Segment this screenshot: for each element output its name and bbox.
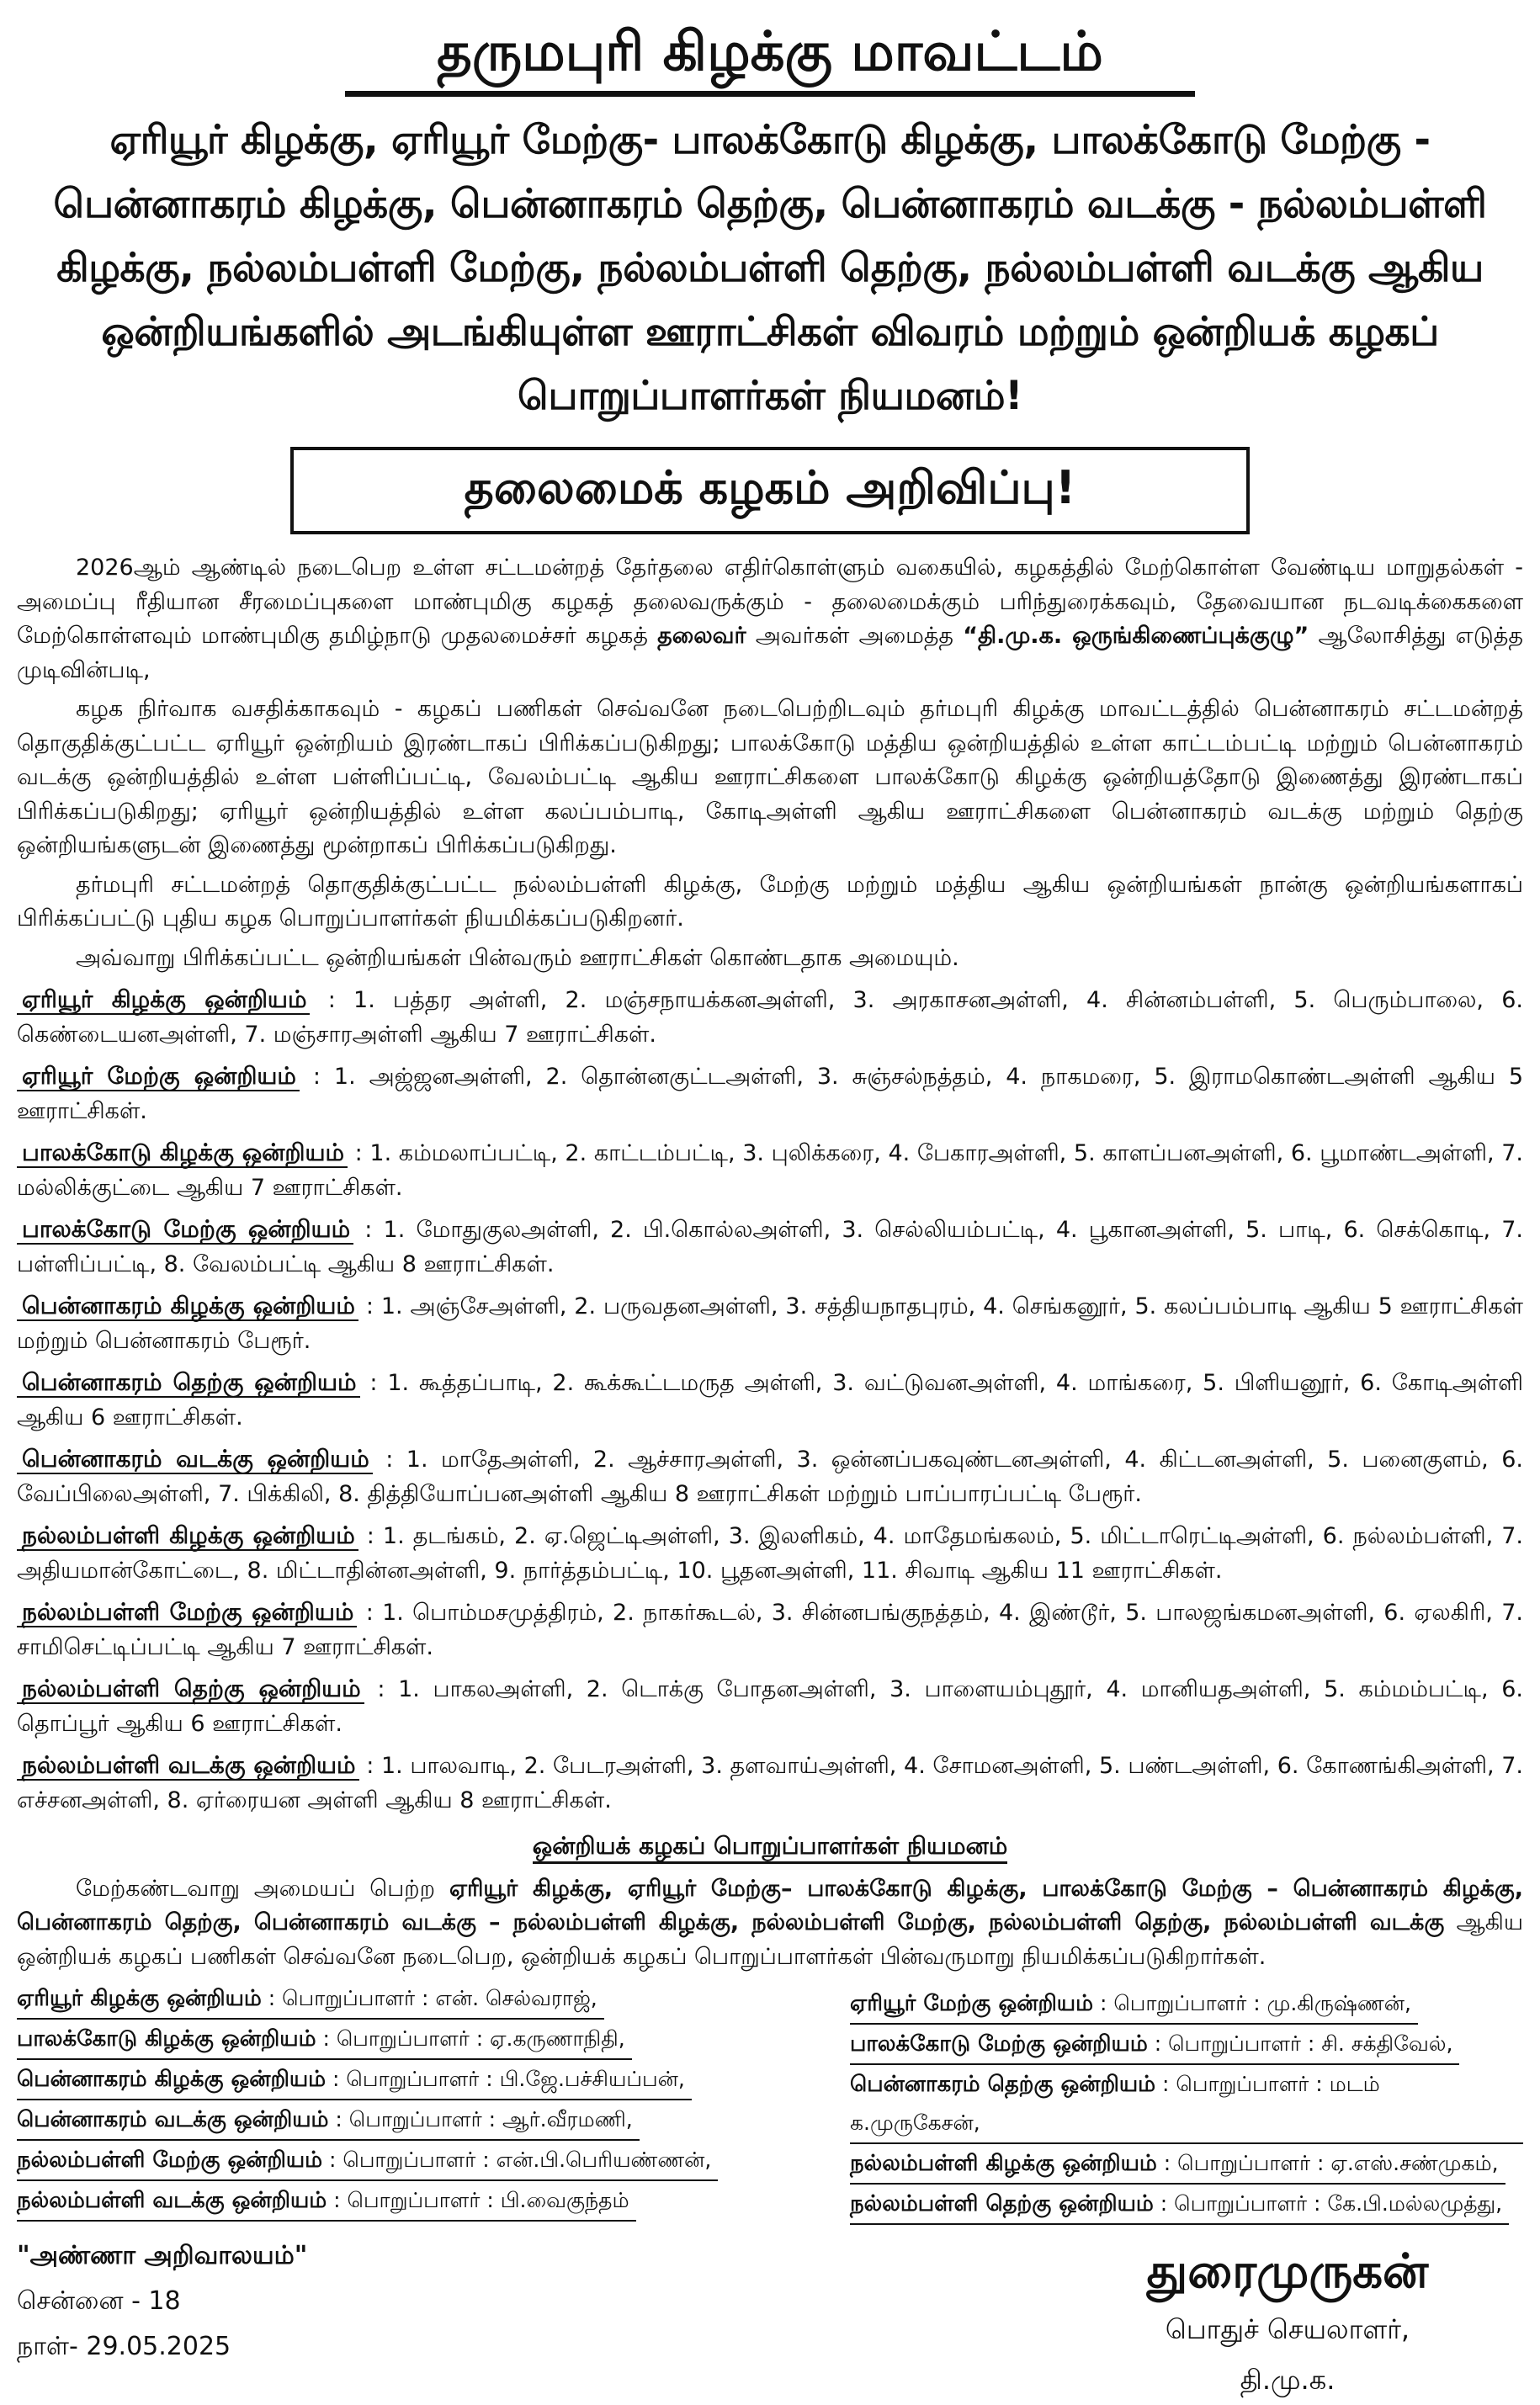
appointment-row	[850, 2144, 1523, 2185]
union-label: பென்னாகரம் வடக்கு ஒன்றியம்	[17, 1445, 373, 1474]
union-label: நல்லம்பள்ளி கிழக்கு ஒன்றியம்	[17, 1521, 358, 1551]
intro-paragraph-3: தர்மபுரி சட்டமன்றத் தொகுதிக்குட்பட்ட நல்லம்பள்ளி கிழக்கு, மேற்கு மற்றும் மத்திய ஆகிய ஒன்றியங்கள் நான்கு ஒன்றியங்களாகப் பிரிக்கப்பட்டு புதிய கழக பொறுப்பாளர்கள் நியமிக்கப்படுகிறனர்.	[17, 871, 1523, 932]
union-item	[17, 1442, 1523, 1511]
office-city: சென்னை - 18	[17, 2286, 181, 2316]
notice-box	[290, 447, 1250, 534]
appointment-person: : பொறுப்பாளர் : சி. சக்திவேல்,	[1147, 2031, 1453, 2056]
appointment-person: : பொறுப்பாளர் : பி.ஜே.பச்சியப்பன்,	[326, 2067, 685, 2091]
union-item	[17, 1519, 1523, 1588]
union-villages: : 1. கம்மலாப்பட்டி, 2. காட்டம்பட்டி, 3. புலிக்கரை, 4. பேகாரஅள்ளி, 5. காளப்பனஅள்ளி, 6. பூமாண்டஅள்ளி, 7. மல்லிக்குட்டை ஆகிய 7 ஊராட்சிகள்.	[17, 1140, 1523, 1201]
intro-p1-text: 2026ஆம் ஆண்டில் நடைபெற உள்ள சட்டமன்றத் தேர்தலை எதிர்கொள்ளும் வகையில், கழகத்தில் மேற்கொள்ள வேண்டிய மாறுதல்கள் - அமைப்பு ரீதியான சீரமைப்புகளை மாண்புமிகு கழகத் தலைவருக்கும் - தலைமைக்கும் பரிந்துரைக்கவும், தேவையான நடவடிக்கைகளை மேற்கொள்ளவும் மாண்புமிகு தமிழ்நாடு முதலமைச்சர் கழகத்	[17, 555, 1523, 649]
union-label: பென்னாகரம் கிழக்கு ஒன்றியம்	[17, 1292, 358, 1321]
union-villages: : 1. மாதேஅள்ளி, 2. ஆச்சாரஅள்ளி, 3. ஒன்னப்பகவுண்டனஅள்ளி, 4. கிட்டனஅள்ளி, 5. பனைகுளம், 6. வேப்பிலைஅள்ளி, 7. பிக்கிலி, 8. தித்தியோப்பனஅள்ளி ஆகிய 8 ஊராட்சிகள் மற்றும் பாப்பாரப்பட்டி பேரூர்.	[17, 1447, 1524, 1507]
union-villages: : 1. மோதுகுலஅள்ளி, 2. பி.கொல்லஅள்ளி, 3. செல்லியம்பட்டி, 4. பூகானஅள்ளி, 5. பாடி, 6. செக்கொடி, 7. பள்ளிப்பட்டி, 8. வேலம்பட்டி ஆகிய 8 ஊராட்சிகள்.	[17, 1217, 1523, 1277]
appointment-row	[850, 2065, 1523, 2144]
appointment-row	[17, 2020, 825, 2060]
union-villages: : 1. பாலவாடி, 2. பேடரஅள்ளி, 3. தளவாய்அள்ளி, 4. சோமனஅள்ளி, 5. பண்டஅள்ளி, 6. கோணங்கிஅள்ளி, 7. எச்சனஅள்ளி, 8. ஏர்ரையன அள்ளி ஆகிய 8 ஊராட்சிகள்.	[17, 1753, 1523, 1813]
union-villages: : 1. கூத்தப்பாடி, 2. கூக்கூட்டமருத அள்ளி, 3. வட்டுவனஅள்ளி, 4. மாங்கரை, 5. பிளியனூர், 6. கோடிஅள்ளி ஆகிய 6 ஊராட்சிகள்.	[17, 1370, 1523, 1431]
appointment-row	[17, 2060, 825, 2100]
appointment-intro	[17, 1872, 1523, 1975]
appointment-title-text: ஒன்றியக் கழகப் பொறுப்பாளர்கள் நியமனம்	[533, 1832, 1008, 1864]
appointment-person: : பொறுப்பாளர் : ஆர்.வீரமணி,	[328, 2107, 633, 2132]
union-villages: : 1. தடங்கம், 2. ஏ.ஜெட்டிஅள்ளி, 3. இலளிகம், 4. மாதேமங்கலம், 5. மிட்டாரெட்டிஅள்ளி, 6. நல்லம்பள்ளி, 7. அதியமான்கோட்டை, 8. மிட்டாதின்னஅள்ளி, 9. நார்த்தம்பட்டி, 10. பூதனஅள்ளி, 11. சிவாடி ஆகிய 11 ஊராட்சிகள்.	[17, 1523, 1524, 1584]
appointment-person: : பொறுப்பாளர் : மடம் க.முருகேசன்,	[850, 2072, 1380, 2135]
headline: ஏரியூர் கிழக்கு, ஏரியூர் மேற்கு- பாலக்கோடு கிழக்கு, பாலக்கோடு மேற்கு - பென்னாகரம் கிழக்கு, பென்னாகரம் தெற்கு, பென்னாகரம் வடக்கு - நல்லம்பள்ளி கிழக்கு, நல்லம்பள்ளி மேற்கு, நல்லம்பள்ளி தெற்கு, நல்லம்பள்ளி வடக்கு ஆகிய ஒன்றியங்களில் அடங்கியுள்ள ஊராட்சிகள் விவரம் மற்றும் ஒன்றியக் கழகப் பொறுப்பாளர்கள் நியமனம்!	[53, 117, 1487, 419]
appointments-left-column	[17, 1979, 825, 2225]
union-item	[17, 1136, 1523, 1205]
appointment-person: : பொறுப்பாளர் : மு.கிருஷ்ணன்,	[1093, 1991, 1411, 2015]
appointment-person: : பொறுப்பாளர் : ஏ.எஸ்.சண்முகம்,	[1156, 2151, 1499, 2175]
appointment-union: நல்லம்பள்ளி தெற்கு ஒன்றியம்	[850, 2191, 1154, 2217]
appointment-union: பாலக்கோடு கிழக்கு ஒன்றியம்	[17, 2026, 316, 2052]
union-label: ஏரியூர் கிழக்கு ஒன்றியம்	[17, 985, 310, 1015]
union-item	[17, 983, 1523, 1052]
union-list	[17, 983, 1523, 1818]
intro-p1-bold-leader: தலைவர்	[657, 623, 746, 649]
body	[17, 551, 1523, 1974]
appointment-person: : பொறுப்பாளர் : என்.பி.பெரியண்ணன்,	[322, 2148, 712, 2172]
appointment-person: : பொறுப்பாளர் : என். செல்வராஜ்,	[261, 1986, 597, 2010]
notice-label: தலைமைக் கழகம் அறிவிப்பு!	[464, 460, 1076, 514]
union-item	[17, 1595, 1523, 1664]
appointment-union: நல்லம்பள்ளி கிழக்கு ஒன்றியம்	[850, 2151, 1157, 2176]
appointment-person: : பொறுப்பாளர் : பி.வைகுந்தம்	[327, 2188, 629, 2212]
union-item	[17, 1289, 1523, 1358]
appointment-person: : பொறுப்பாளர் : ஏ.கருணாநிதி,	[316, 2026, 625, 2051]
appointment-intro-unions: ஏரியூர் கிழக்கு, ஏரியூர் மேற்கு– பாலக்கோடு கிழக்கு, பாலக்கோடு மேற்கு – பென்னாகரம் கிழக்கு, பென்னாகரம் தெற்கு, பென்னாகரம் வடக்கு – நல்லம்பள்ளி கிழக்கு, நல்லம்பள்ளி மேற்கு, நல்லம்பள்ளி தெற்கு, நல்லம்பள்ளி வடக்கு	[17, 1875, 1524, 1935]
document-title: தருமபுரி கிழக்கு மாவட்டம்	[345, 15, 1195, 97]
appointment-row	[17, 2181, 825, 2222]
union-label: நல்லம்பள்ளி தெற்கு ஒன்றியம்	[17, 1675, 364, 1704]
signatory-role: பொதுச் செயலாளர்,	[1165, 2313, 1410, 2345]
office-name: "அண்ணா அறிவாலயம்"	[17, 2241, 308, 2270]
union-villages: : 1. பாகலஅள்ளி, 2. டொக்கு போதனஅள்ளி, 3. பாளையம்புதூர், 4. மானியதஅள்ளி, 5. கம்மம்பட்டி, 6. தொப்பூர் ஆகிய 6 ஊராட்சிகள்.	[17, 1676, 1523, 1737]
appointment-row	[17, 1979, 825, 2020]
union-label: நல்லம்பள்ளி மேற்கு ஒன்றியம்	[17, 1598, 357, 1627]
union-label: பாலக்கோடு மேற்கு ஒன்றியம்	[17, 1215, 353, 1245]
party-name: தி.மு.க.	[1240, 2364, 1336, 2396]
appointments	[17, 1979, 1523, 2225]
appointment-row	[850, 1984, 1523, 2025]
appointment-union: ஏரியூர் கிழக்கு ஒன்றியம்	[17, 1986, 262, 2011]
appointment-union: பென்னாகரம் தெற்கு ஒன்றியம்	[850, 2072, 1156, 2097]
union-label: ஏரியூர் மேற்கு ஒன்றியம்	[17, 1062, 300, 1091]
union-label: பென்னாகரம் தெற்கு ஒன்றியம்	[17, 1368, 360, 1398]
union-label: நல்லம்பள்ளி வடக்கு ஒன்றியம்	[17, 1751, 359, 1781]
footer-address-block	[17, 2233, 307, 2405]
union-item	[17, 1213, 1523, 1282]
signature-block	[1052, 2233, 1523, 2405]
union-villages: : 1. அஜ்ஜனஅள்ளி, 2. தொன்னகுட்டஅள்ளி, 3. சுஞ்சல்நத்தம், 4. நாகமரை, 5. இராமகொண்டஅள்ளி ஆகிய 5 ஊராட்சிகள்.	[17, 1064, 1523, 1124]
appointment-union: ஏரியூர் மேற்கு ஒன்றியம்	[850, 1991, 1094, 2016]
appointment-union: நல்லம்பள்ளி வடக்கு ஒன்றியம்	[17, 2188, 327, 2213]
union-item	[17, 1749, 1523, 1818]
appointments-right-column	[850, 1979, 1523, 2225]
union-item	[17, 1059, 1523, 1128]
intro-p1-bold-committee: “தி.மு.க. ஒருங்கிணைப்புக்குழு”	[963, 623, 1309, 649]
intro-paragraph-2: கழக நிர்வாக வசதிக்காகவும் - கழகப் பணிகள் செவ்வனே நடைபெற்றிடவும் தர்மபுரி கிழக்கு மாவட்டத்தில் பென்னாகரம் சட்டமன்றத் தொகுதிக்குட்பட்ட ஏரியூர் ஒன்றியம் இரண்டாகப் பிரிக்கப்படுகிறது; பாலக்கோடு மத்திய ஒன்றியத்தில் உள்ள காட்டம்பட்டி மற்றும் பென்னாகரம் வடக்கு ஒன்றியத்தில் உள்ள பள்ளிப்பட்டி, வேலம்பட்டி ஆகிய ஊராட்சிகளை பாலக்கோடு கிழக்கு ஒன்றியத்தோடு இணைத்து இரண்டாகப் பிரிக்கப்படுகிறது; ஏரியூர் ஒன்றியத்தில் உள்ள கலப்பம்பாடி, கோடிஅள்ளி ஆகிய ஊராட்சிகளை பென்னாகரம் வடக்கு மற்றும் தெற்கு ஒன்றியங்களுடன் இணைத்து மூன்றாகப் பிரிக்கப்படுகிறது.	[17, 696, 1523, 858]
appointment-union: நல்லம்பள்ளி மேற்கு ஒன்றியம்	[17, 2148, 323, 2173]
appointment-union: பென்னாகரம் கிழக்கு ஒன்றியம்	[17, 2067, 327, 2092]
notice-date: நாள்- 29.05.2025	[17, 2332, 231, 2361]
appointment-union: பாலக்கோடு மேற்கு ஒன்றியம்	[850, 2031, 1148, 2057]
union-item	[17, 1672, 1523, 1741]
union-villages: : 1. பத்தர அள்ளி, 2. மஞ்சநாயக்கனஅள்ளி, 3. அரகாசனஅள்ளி, 4. சின்னம்பள்ளி, 5. பெரும்பாலை, 6. கெண்டையனஅள்ளி, 7. மஞ்சாரஅள்ளி ஆகிய 7 ஊராட்சிகள்.	[17, 987, 1524, 1048]
intro-p1-mid: அவர்கள் அமைத்த	[746, 623, 964, 649]
intro-paragraph-1	[17, 551, 1523, 688]
appointment-intro-start: மேற்கண்டவாறு அமையப் பெற்ற	[76, 1875, 449, 1902]
union-villages: : 1. அஞ்சேஅள்ளி, 2. பருவதனஅள்ளி, 3. சத்தியநாதபுரம், 4. செங்கனூர், 5. கலப்பம்பாடி ஆகிய 5 ஊராட்சிகள் மற்றும் பென்னாகரம் பேரூர்.	[17, 1293, 1523, 1354]
appointment-row	[850, 2025, 1523, 2065]
press-notice	[17, 15, 1524, 2396]
appointment-row	[17, 2141, 825, 2181]
appointment-intro-end: ஆகிய ஒன்றியக் கழகப் பணிகள் செவ்வனே நடைபெற, ஒன்றியக் கழகப் பொறுப்பாளர்கள் பின்வருமாறு நியமிக்கப்படுகிறார்கள்.	[17, 1909, 1523, 1970]
signatory-name: துரைமுருகன்	[1146, 2244, 1429, 2299]
union-item	[17, 1366, 1523, 1435]
appointment-section-title	[17, 1829, 1523, 1864]
footer	[17, 2233, 1523, 2405]
intro-p1-end: ஆலோசித்து எடுத்த முடிவின்படி,	[17, 623, 1523, 683]
union-villages: : 1. பொம்மசமுத்திரம், 2. நாகர்கூடல், 3. சின்னபங்குநத்தம், 4. இண்டூர், 5. பாலஜங்கமனஅள்ளி, 6. ஏலகிரி, 7. சாமிசெட்டிப்பட்டி ஆகிய 7 ஊராட்சிகள்.	[17, 1600, 1523, 1660]
appointment-row	[17, 2100, 825, 2141]
appointment-union: பென்னாகரம் வடக்கு ஒன்றியம்	[17, 2107, 329, 2132]
union-label: பாலக்கோடு கிழக்கு ஒன்றியம்	[17, 1139, 348, 1168]
appointment-person: : பொறுப்பாளர் : கே.பி.மல்லமுத்து,	[1153, 2191, 1503, 2216]
intro-paragraph-4: அவ்வாறு பிரிக்கப்பட்ட ஒன்றியங்கள் பின்வரும் ஊராட்சிகள் கொண்டதாக அமையும்.	[76, 944, 959, 971]
appointment-row	[850, 2185, 1523, 2225]
